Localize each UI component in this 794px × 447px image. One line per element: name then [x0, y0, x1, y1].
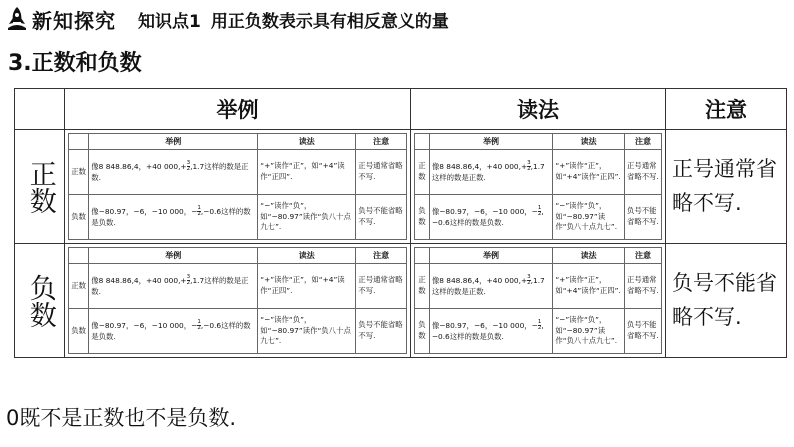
mini-reading-positive: “+”读作“正”，如“+4”读作“正四”. — [258, 264, 356, 309]
section-title: 新知探究 — [32, 8, 116, 33]
example-cell-positive — [65, 130, 411, 244]
mini-label-positive: 正数 — [415, 150, 430, 195]
fraction-numerator: 1 — [537, 318, 542, 325]
fraction-numerator: 1 — [537, 204, 542, 211]
mini-label-positive: 正数 — [69, 264, 89, 309]
rocket-icon — [6, 6, 28, 32]
mini-note-negative: 负号不能省略不写. — [356, 195, 407, 240]
mini-example-negative — [429, 309, 553, 354]
mini-reading-positive: “+”读作“正”，如“+4”读作“正四”. — [553, 264, 625, 309]
mini-header-reading: 读法 — [258, 134, 356, 150]
fraction-denominator: 2 — [186, 280, 191, 287]
mini-blank — [69, 248, 89, 264]
mini-example-positive-b: ,1.7这样的数是正数. — [431, 275, 545, 296]
note-positive: 正号通常省略不写. — [666, 130, 787, 244]
mini-note-negative: 负号不能省略不写. — [356, 309, 407, 354]
fraction-denominator: 2 — [527, 280, 531, 287]
mini-example-negative-a: 像−80.97，−6，−10 000，− — [431, 320, 538, 330]
mini-example-negative-a: 像−80.97，−6，−10 000，− — [91, 320, 198, 330]
mini-note-negative: 负号不能省略不写. — [624, 309, 661, 354]
knowledge-point-label: 知识点1 — [138, 11, 201, 32]
mini-table — [68, 247, 407, 354]
fraction-denominator: 2 — [197, 211, 201, 218]
mini-example-positive-b: ,1.7这样的数是正数. — [91, 161, 249, 182]
mini-example-negative-a: 像−80.97，−6，−10 000，− — [431, 206, 538, 216]
fraction-numerator: 1 — [197, 318, 201, 325]
mini-header-example: 举例 — [89, 134, 258, 150]
mini-example-positive — [429, 150, 553, 195]
mini-row-negative — [415, 309, 662, 354]
fraction-numerator: 3 — [186, 273, 191, 280]
mini-example-negative-b: ,−0.6这样的数是负数. — [91, 320, 251, 341]
mini-reading-negative: “−”读作“负”，如“−80.97”读作“负八十点九七”. — [258, 195, 356, 240]
fraction-denominator: 2 — [537, 325, 542, 332]
mini-example-positive-a: 像8 848.86,4，+40 000,+ — [431, 275, 528, 285]
mini-note-negative: 负号不能省略不写. — [624, 195, 661, 240]
mini-example-positive — [89, 264, 258, 309]
mini-reading-positive: “+”读作“正”，如“+4”读作“正四”. — [553, 150, 625, 195]
mini-example-negative — [89, 195, 258, 240]
note-negative: 负号不能省略不写. — [666, 244, 787, 358]
mini-example-positive-b: ,1.7这样的数是正数. — [431, 161, 545, 182]
mini-header-row — [415, 134, 662, 150]
mini-note-positive: 正号通常省略不写. — [624, 150, 661, 195]
mini-header-row — [69, 248, 407, 264]
mini-header-note: 注意 — [624, 134, 661, 150]
fraction-numerator: 1 — [197, 204, 201, 211]
fraction-denominator: 2 — [186, 166, 191, 173]
mini-header-reading: 读法 — [553, 248, 625, 264]
mini-header-example: 举例 — [89, 248, 258, 264]
reading-cell-positive — [411, 130, 666, 244]
mini-reading-negative: “−”读作“负”，如“−80.97”读作“负八十点九七”. — [258, 309, 356, 354]
mini-blank — [69, 134, 89, 150]
corner-cell — [15, 89, 65, 130]
mini-row-negative — [69, 309, 407, 354]
section-header — [6, 4, 449, 34]
mini-example-negative-b: ,−0.6这样的数是负数. — [431, 206, 544, 227]
mini-header-row — [69, 134, 407, 150]
knowledge-point-title: 用正负数表示具有相反意义的量 — [210, 11, 449, 32]
mini-label-positive: 正数 — [415, 264, 430, 309]
mini-header-note: 注意 — [356, 134, 407, 150]
fraction-denominator: 2 — [527, 166, 531, 173]
mini-example-positive — [429, 264, 553, 309]
mini-header-note: 注意 — [356, 248, 407, 264]
reading-cell-negative — [411, 244, 666, 358]
mini-example-negative — [89, 309, 258, 354]
fraction-denominator: 2 — [537, 211, 542, 218]
mini-example-positive-b: ,1.7这样的数是正数. — [91, 275, 249, 296]
mini-example-positive-a: 像8 848.86,4，+40 000,+ — [91, 275, 187, 285]
row-label-positive: 正数 — [15, 130, 65, 244]
mini-row-positive — [69, 150, 407, 195]
mini-row-negative — [415, 195, 662, 240]
mini-table — [68, 133, 407, 240]
header-reading: 读法 — [411, 89, 666, 130]
fraction-numerator: 3 — [527, 159, 531, 166]
mini-row-positive — [69, 264, 407, 309]
mini-note-positive: 正号通常省略不写. — [356, 264, 407, 309]
mini-label-negative: 负数 — [415, 195, 430, 240]
mini-label-negative: 负数 — [415, 309, 430, 354]
mini-label-positive: 正数 — [69, 150, 89, 195]
row-label-negative: 负数 — [15, 244, 65, 358]
fraction-denominator: 2 — [197, 325, 201, 332]
fraction-numerator: 3 — [527, 273, 531, 280]
mini-reading-negative: “−”读作“负”，如“−80.97”读作“负八十点九七”. — [553, 309, 625, 354]
mini-blank — [415, 134, 430, 150]
mini-example-negative — [429, 195, 553, 240]
row-negative — [15, 244, 787, 358]
mini-example-negative-b: ,−0.6这样的数是负数. — [431, 320, 544, 341]
example-cell-negative — [65, 244, 411, 358]
mini-note-positive: 正号通常省略不写. — [624, 264, 661, 309]
mini-table — [414, 247, 662, 354]
subtitle: 3.正数和负数 — [8, 51, 142, 76]
main-table-header-row — [15, 89, 787, 130]
footer-note: 0既不是正数也不是负数. — [6, 406, 237, 430]
main-table — [14, 88, 787, 358]
mini-blank — [415, 248, 430, 264]
mini-example-negative-b: ,−0.6这样的数是负数. — [91, 206, 251, 227]
mini-header-reading: 读法 — [553, 134, 625, 150]
mini-row-positive — [415, 150, 662, 195]
mini-header-example: 举例 — [429, 248, 553, 264]
mini-label-negative: 负数 — [69, 309, 89, 354]
mini-table — [414, 133, 662, 240]
mini-example-positive-a: 像8 848.86,4，+40 000,+ — [91, 161, 187, 171]
row-positive — [15, 130, 787, 244]
header-note: 注意 — [666, 89, 787, 130]
mini-example-negative-a: 像−80.97，−6，−10 000，− — [91, 206, 198, 216]
mini-row-positive — [415, 264, 662, 309]
mini-note-positive: 正号通常省略不写. — [356, 150, 407, 195]
mini-reading-negative: “−”读作“负”，如“−80.97”读作“负八十点九七”. — [553, 195, 625, 240]
mini-label-negative: 负数 — [69, 195, 89, 240]
fraction-numerator: 3 — [186, 159, 191, 166]
mini-header-note: 注意 — [624, 248, 661, 264]
mini-header-row — [415, 248, 662, 264]
mini-example-positive-a: 像8 848.86,4，+40 000,+ — [431, 161, 528, 171]
mini-example-positive — [89, 150, 258, 195]
header-example: 举例 — [65, 89, 411, 130]
mini-row-negative — [69, 195, 407, 240]
mini-header-example: 举例 — [429, 134, 553, 150]
mini-header-reading: 读法 — [258, 248, 356, 264]
mini-reading-positive: “+”读作“正”，如“+4”读作“正四”. — [258, 150, 356, 195]
